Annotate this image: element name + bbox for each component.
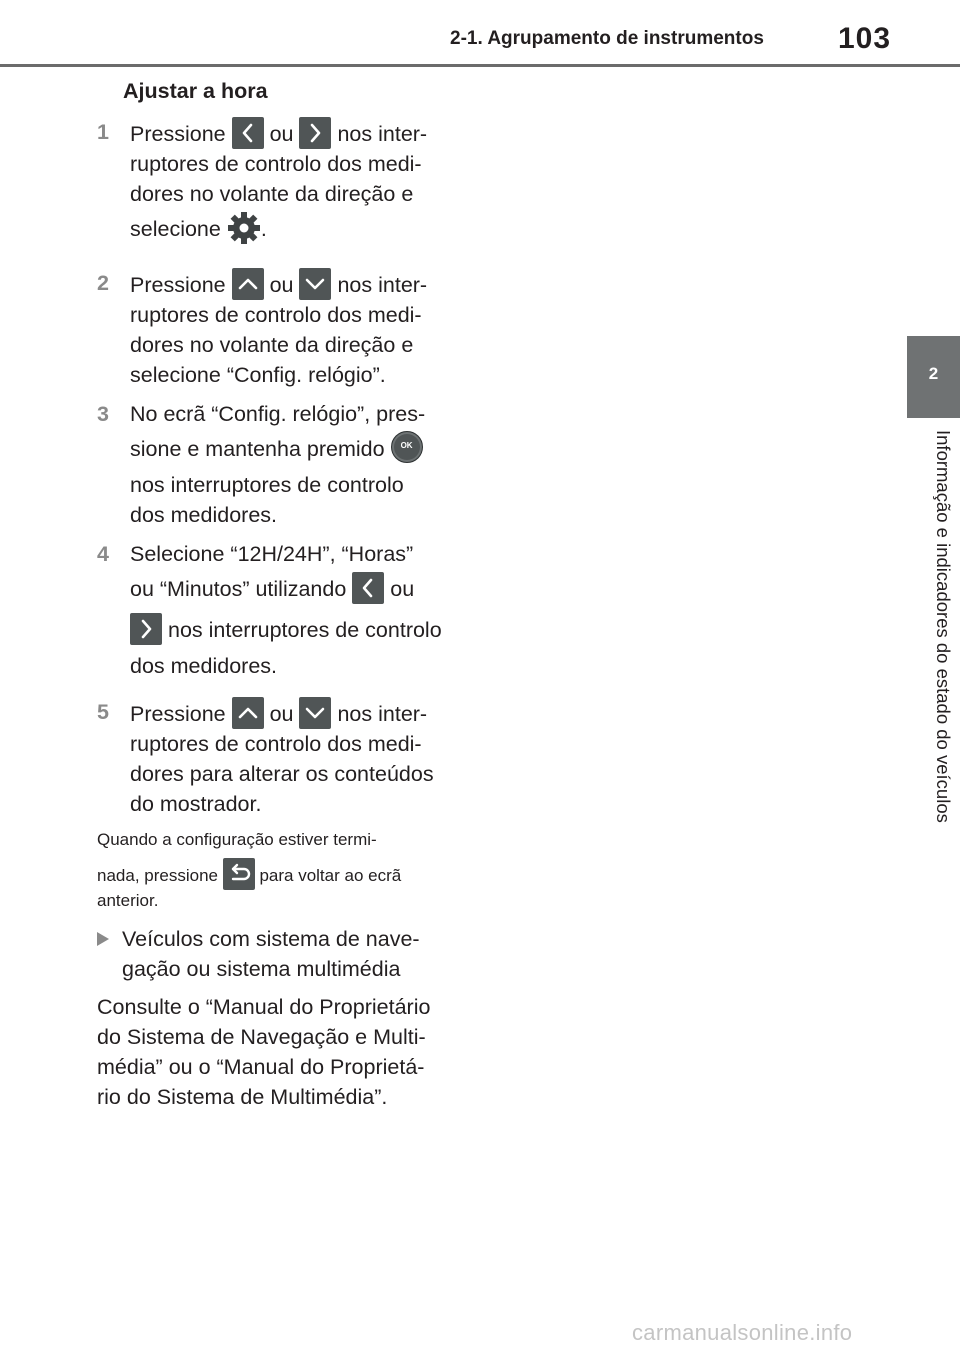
step-text: sione e mantenha premido [130,437,385,461]
step-2 [97,268,457,390]
chapter-number: 2 [928,364,939,383]
chevron-down-icon [299,268,331,300]
step-text: ou [390,577,415,601]
chapter-tab [907,336,960,418]
step-text: ruptores de controlo dos medi- [130,303,422,327]
note-text: para voltar ao ecrã [259,866,402,885]
watermark: carmanualsonline.info [632,1320,853,1345]
step-text: . [260,217,267,241]
step-text: Pressione [130,702,226,726]
step-number: 3 [97,402,109,426]
step-text: ou [269,273,294,297]
chevron-left-icon [232,117,264,149]
header-section-title: 2-1. Agrupamento de instrumentos [450,28,764,49]
note-text: Quando a configuração estiver termi- [97,830,377,849]
step-3 [97,399,457,530]
paragraph-line: do Sistema de Navegação e Multi- [97,1025,426,1049]
chevron-up-icon [232,697,264,729]
step-text: dos medidores. [130,503,277,527]
back-arrow-icon [223,858,255,890]
note-text: nada, pressione [97,866,218,885]
step-text: ou [269,122,294,146]
subsection-text: gação ou sistema multimédia [122,957,401,981]
page-number: 103 [838,22,892,55]
step-text: No ecrã “Config. relógio”, pres- [130,402,426,426]
chevron-left-icon [352,572,384,604]
step-text: dores no volante da direção e [130,182,414,206]
step-text: nos interruptores de controlo [167,618,442,642]
header-rule [0,64,960,67]
step-text: dores para alterar os conteúdos [130,762,434,786]
chevron-right-icon [130,613,162,645]
step-number: 5 [97,700,109,724]
step-text: selecione [130,217,221,241]
step-number: 2 [97,271,109,295]
chevron-up-icon [232,268,264,300]
note [97,828,457,912]
step-text: ou “Minutos” utilizando [130,577,347,601]
section-heading: Ajustar a hora [123,79,268,103]
step-text: Pressione [130,122,226,146]
chevron-down-icon [299,697,331,729]
step-text: Pressione [130,273,226,297]
step-text: nos interruptores de controlo [130,473,404,497]
paragraph-line: Consulte o “Manual do Proprietário [97,995,431,1019]
step-number: 4 [97,542,109,566]
step-text: ou [269,702,294,726]
main-content [97,76,457,1112]
step-text: nos inter- [337,702,428,726]
step-text: Selecione “12H/24H”, “Horas” [130,542,414,566]
paragraph-line: média” ou o “Manual do Proprietá- [97,1055,425,1079]
step-number: 1 [97,120,109,144]
step-text: nos inter- [337,273,428,297]
step-text: ruptores de controlo dos medi- [130,152,422,176]
step-text: do mostrador. [130,792,262,816]
ok-label: OK [400,441,413,450]
chevron-right-icon [299,117,331,149]
step-4 [97,539,457,681]
step-text: dores no volante da direção e [130,333,414,357]
triangle-bullet-icon [97,932,109,946]
step-text: selecione “Config. relógio”. [130,363,386,387]
chapter-title: Informação e indicadores do estado do veículos [933,430,954,823]
subsection-text: Veículos com sistema de nave- [122,927,420,951]
step-text: nos inter- [337,122,428,146]
reference-paragraph [97,992,457,1112]
step-text: dos medidores. [130,654,277,678]
step-5 [97,697,457,819]
subsection-heading [97,924,457,984]
gear-icon [227,211,261,259]
paragraph-line: rio do Sistema de Multimédia”. [97,1085,388,1109]
note-text: anterior. [97,891,159,910]
ok-button-icon [391,431,423,463]
step-1 [97,117,457,259]
step-text: ruptores de controlo dos medi- [130,732,422,756]
